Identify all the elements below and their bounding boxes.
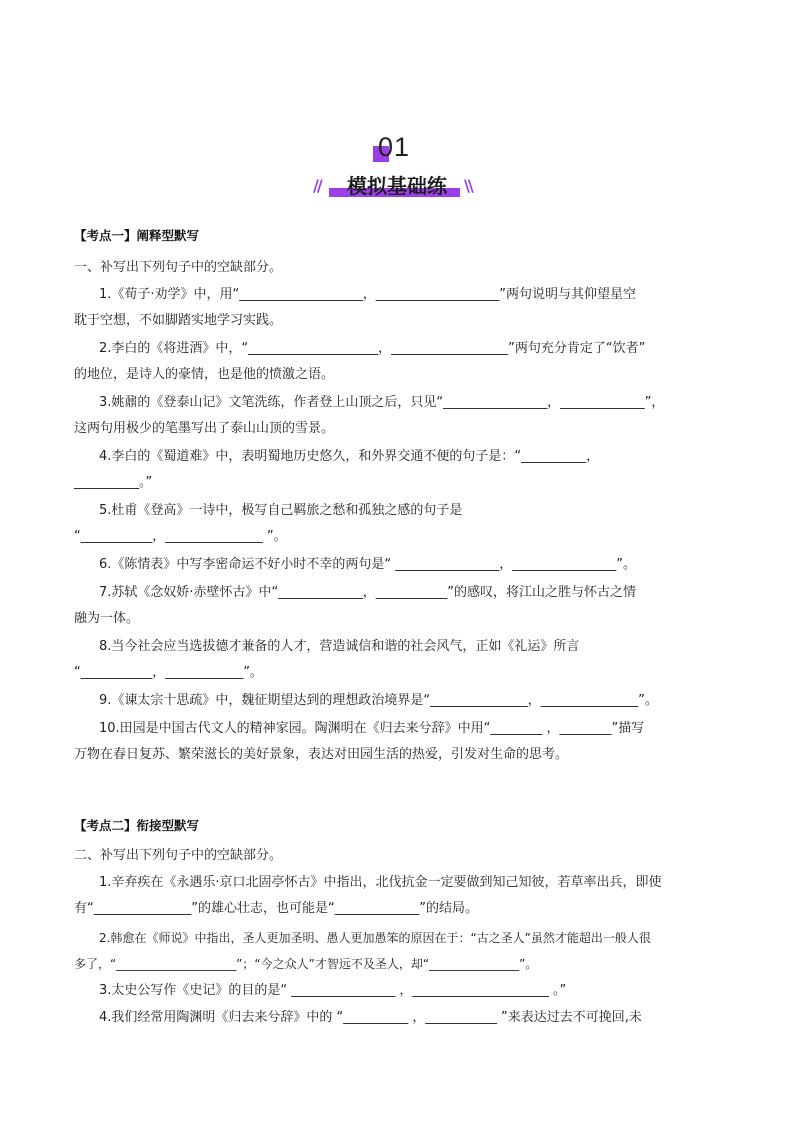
question-line: __________。” xyxy=(74,475,153,490)
section-title-main: 模拟基础练 xyxy=(347,174,447,198)
question-line: 有“_______________”的雄心壮志，也可能是“_____________”的结局。 xyxy=(74,901,478,916)
question-line: 1.辛弃疾在《永遇乐·京口北固亭怀古》中指出，北伐抗金一定要做到知己知彼，若草率出兵，即使 xyxy=(99,875,662,890)
question-line: 多了，“____________________”；“今之众人”才智远不及圣人，却“_______________”。 xyxy=(74,957,538,971)
left-slash-decoration: // xyxy=(313,176,321,195)
question-line: 5.杜甫《登高》一诗中，极写自己羁旅之愁和孤独之感的句子是 xyxy=(99,503,463,518)
question-line: 融为一体。 xyxy=(74,611,140,626)
kaodian-1-title: 【考点一】阐释型默写 xyxy=(74,228,200,243)
question-line: 9.《谏太宗十思疏》中，魏征期望达到的理想政治境界是“_______________，_______________”。 xyxy=(99,693,658,708)
question-line: 7.苏轼《念奴娇·赤壁怀古》中“_____________，___________”的感叹，将江山之胜与怀古之情 xyxy=(99,585,637,600)
question-line: 这两句用极少的笔墨写出了泰山山顶的雪景。 xyxy=(74,421,335,436)
right-slash-decoration: \\ xyxy=(464,176,472,195)
question-line: 6.《陈情表》中写李密命运不好小时不幸的两句是“ ________________，________________”。 xyxy=(99,557,637,572)
section2-heading: 二、补写出下列句子中的空缺部分。 xyxy=(74,848,283,863)
question-line: 10.田园是中国古代文人的精神家园。陶渊明在《归去来兮辞》中用“________ ，________”描写 xyxy=(99,721,645,736)
question-line: “___________，____________”。 xyxy=(74,665,263,680)
question-line: 万物在春日复苏、繁荣滋长的美好景象，表达对田园生活的热爱，引发对生命的思考。 xyxy=(74,747,569,762)
question-line: 3.太史公写作《史记》的目的是“ ________________ ，_____________________ 。” xyxy=(99,983,567,998)
question-line: 8.当今社会应当选拔德才兼备的人才，营造诚信和谐的社会风气，正如《礼运》所言 xyxy=(99,639,580,654)
question-line: 耽于空想，不如脚踏实地学习实践。 xyxy=(74,313,283,328)
question-line: 1.《荀子·劝学》中，用“___________________，___________________”两句说明与其仰望星空 xyxy=(99,287,637,302)
question-line: “___________，_______________ ”。 xyxy=(74,529,287,544)
question-line: 2.李白的《将进酒》中，“____________________，__________________”两句充分肯定了“饮者” xyxy=(99,341,646,356)
question-line: 2.韩愈在《师说》中指出，圣人更加圣明、愚人更加愚笨的原因在于：“古之圣人”虽然才能超出一般人很 xyxy=(99,931,651,945)
question-line: 3.姚鼐的《登泰山记》文笔洗练，作者登上山顶之后，只见“________________，_____________”， xyxy=(99,395,665,410)
question-line: 4.我们经常用陶渊明《归去来兮辞》中的 “__________ ，___________ ”来表达过去不可挽回,未 xyxy=(99,1010,642,1025)
question-line: 4.李白的《蜀道难》中，表明蜀地历史悠久，和外界交通不便的句子是：“__________， xyxy=(99,449,600,464)
section-header xyxy=(0,132,794,202)
section1-heading: 一、补写出下列句子中的空缺部分。 xyxy=(74,260,283,275)
kaodian-2-title: 【考点二】衔接型默写 xyxy=(74,818,200,833)
question-line: 的地位，是诗人的豪情，也是他的愤激之语。 xyxy=(74,367,335,382)
section-number: 01 xyxy=(378,132,411,162)
